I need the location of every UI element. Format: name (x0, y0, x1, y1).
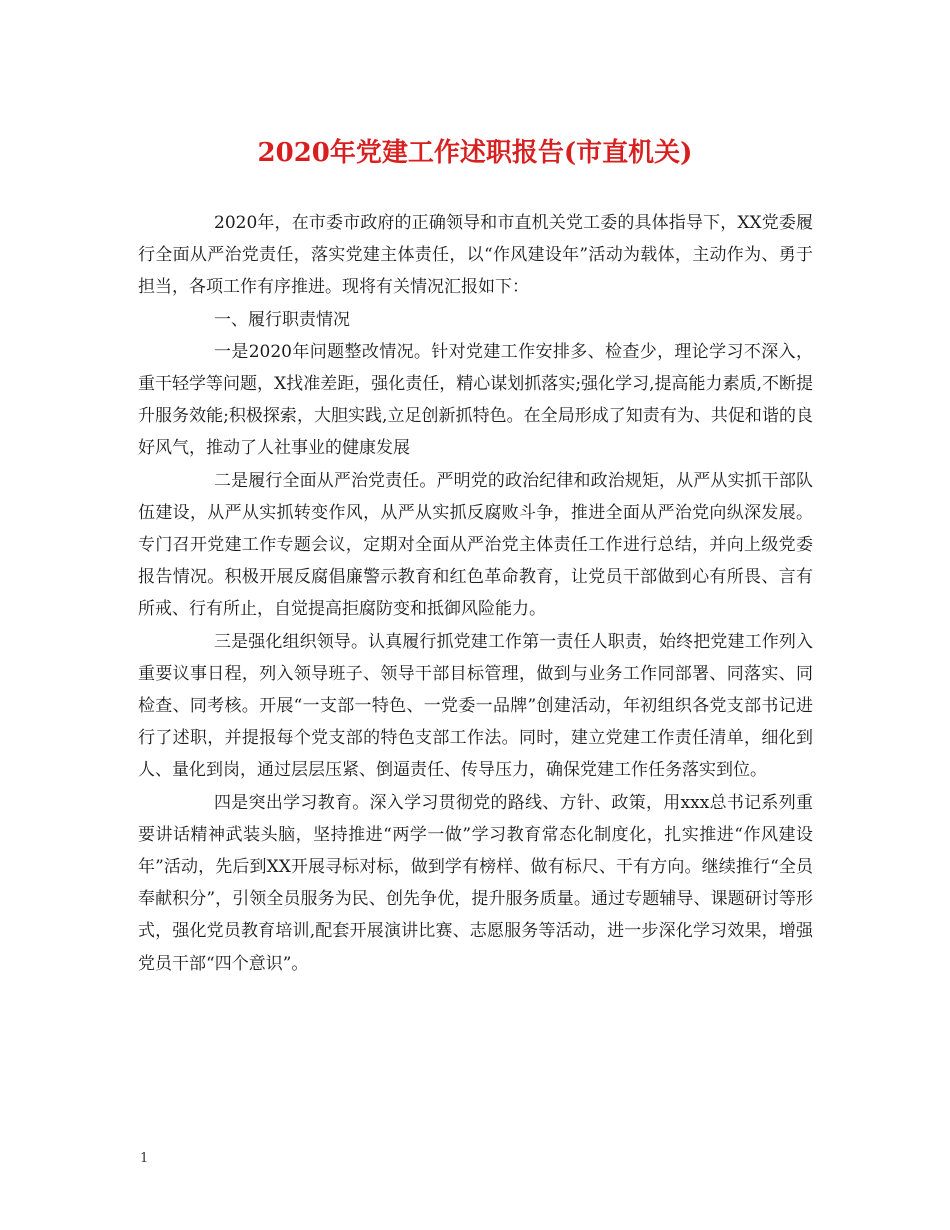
paragraph-item-2: 二是履行全面从严治党责任。严明党的政治纪律和政治规矩，从严从实抓干部队伍建设，从严从实抓转变作风，从严从实抓反腐败斗争，推进全面从严治党向纵深发展。专门召开党建工作专题会议，定期对全面从严治党主体责任工作进行总结，并向上级党委报告情况。积极开展反腐倡廉警示教育和红色革命教育，让党员干部做到心有所畏、言有所戒、行有所止，自觉提高拒腐防变和抵御风险能力。 (138, 470, 813, 620)
section-heading: 一、履行职责情况 (214, 309, 350, 330)
paragraph-item-1: 一是2020年问题整改情况。针对党建工作安排多、检查少，理论学习不深入，重干轻学等问题，X找准差距，强化责任，精心谋划抓落实;强化学习,提高能力素质,不断提升服务效能;积极探索，大胆实践,立足创新抓特色。在全局形成了知责有为、共促和谐的良好风气，推动了人社事业的健康发展 (138, 341, 813, 459)
page-number: 1 (140, 1151, 149, 1166)
document-body (138, 207, 813, 980)
paragraph-intro: 2020年，在市委市政府的正确领导和市直机关党工委的具体指导下，XX党委履行全面从严治党责任，落实党建主体责任，以“作风建设年”活动为载体，主动作为、勇于担当，各项工作有序推进。现将有关情况汇报如下： (138, 213, 813, 298)
paragraph-item-3: 三是强化组织领导。认真履行抓党建工作第一责任人职责，始终把党建工作列入重要议事日程，列入领导班子、领导干部目标管理，做到与业务工作同部署、同落实、同检查、同考核。开展“一支部一特色、一党委一品牌”创建活动，年初组织各党支部书记进行了述职，并提报每个党支部的特色支部工作法。同时，建立党建工作责任清单，细化到人、量化到岗，通过层层压紧、倒逼责任、传导压力，确保党建工作任务落实到位。 (138, 631, 813, 781)
document-title: 2020年党建工作述职报告(市直机关) (257, 138, 693, 168)
paragraph-item-4: 四是突出学习教育。深入学习贯彻党的路线、方针、政策，用xxx总书记系列重要讲话精神武装头脑，坚持推进“两学一做”学习教育常态化制度化，扎实推进“作风建设年”活动，先后到XX开展寻标对标，做到学有榜样、做有标尺、干有方向。继续推行“全员奉献积分”，引领全员服务为民、创先争优，提升服务质量。通过专题辅导、课题研讨等形式，强化党员教育培训,配套开展演讲比赛、志愿服务等活动，进一步深化学习效果，增强党员干部“四个意识”。 (138, 792, 813, 974)
